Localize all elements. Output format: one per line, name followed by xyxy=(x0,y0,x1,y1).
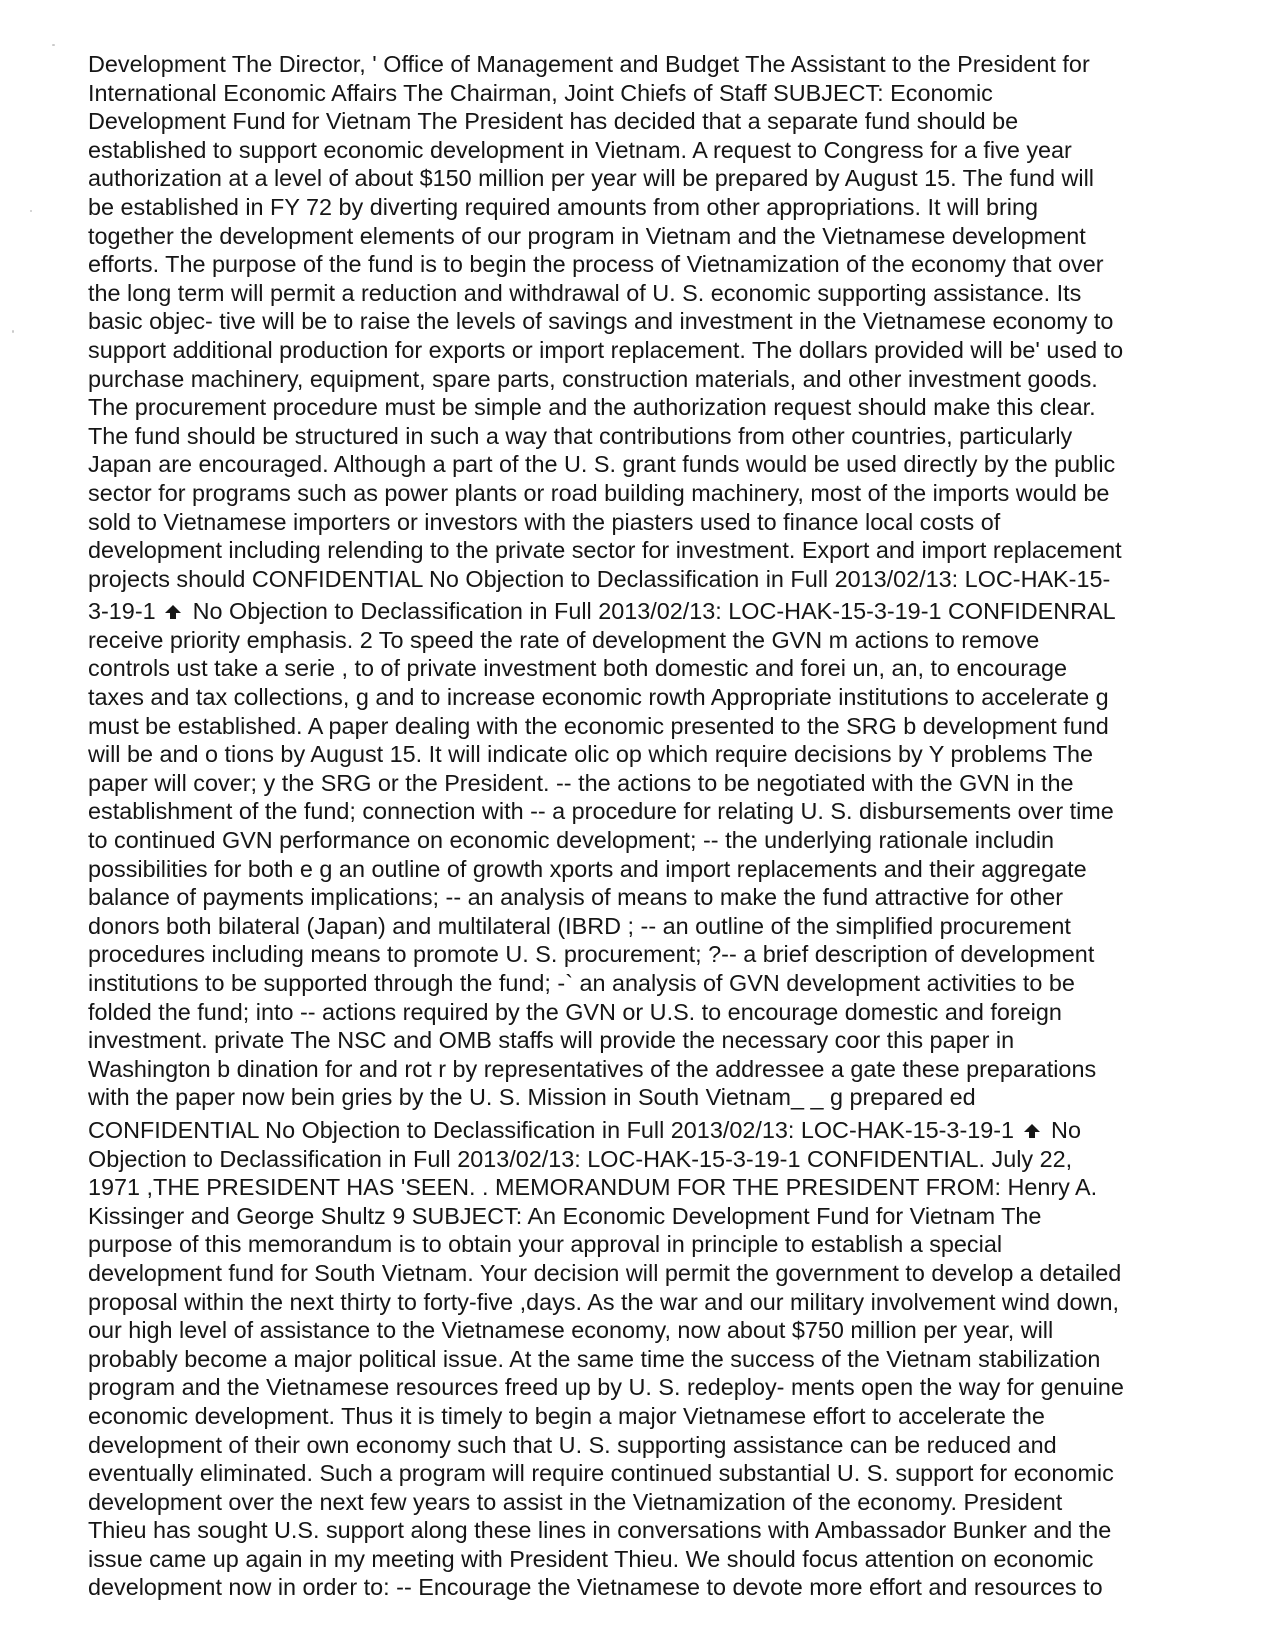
text-line: development over the next few years to assist in the Vietnamization of the economy. President xyxy=(88,1488,1063,1515)
line-segment: 3-19-1 xyxy=(88,598,156,625)
text-line: development of their own economy such that U. S. supporting assistance can be reduced and xyxy=(88,1431,1057,1458)
text-line: Development The Director, ' Office of Management and Budget The Assistant to the President for xyxy=(88,51,1090,77)
text-line: must be established. A paper dealing with the economic presented to the SRG b development fund xyxy=(88,712,1109,739)
text-line: Washington b dination for and rot r by representatives of the addressee a gate these preparations xyxy=(88,1055,1097,1082)
text-line: our high level of assistance to the Vietnamese economy, now about $750 million per year, will xyxy=(88,1317,1054,1344)
text-line: donors both bilateral (Japan) and multilateral (IBRD ; -- an outline of the simplified procurement xyxy=(88,912,1071,939)
text-line: projects should CONFIDENTIAL No Objection to Declassification in Full 2013/02/13: LOC-HAK-15- xyxy=(88,565,1111,592)
text-line: be established in FY 72 by diverting required amounts from other appropriations. It will bring xyxy=(88,193,1038,220)
text-line: authorization at a level of about $150 million per year will be prepared by August 15. The fund will xyxy=(88,165,1094,192)
text-line: procedures including means to promote U. S. procurement; ?-- a brief description of development xyxy=(88,941,1095,968)
text-line: proposal within the next thirty to forty-five ,days. As the war and our military involvement wind down, xyxy=(88,1288,1119,1315)
text-line: sold to Vietnamese importers or investors with the piasters used to finance local costs of xyxy=(88,508,1001,535)
text-line: Objection to Declassification in Full 2013/02/13: LOC-HAK-15-3-19-1 CONFIDENTIAL. July 22, xyxy=(88,1145,1073,1172)
text-line: development including relending to the private sector for investment. Export and import replacement xyxy=(88,537,1122,564)
line-segment: CONFIDENTIAL No Objection to Declassification in Full 2013/02/13: LOC-HAK-15-3-19-1 xyxy=(88,1116,1015,1143)
text-line: Thieu has sought U.S. support along these lines in conversations with Ambassador Bunker and the xyxy=(88,1517,1112,1544)
text-line: The procurement procedure must be simple and the authorization request should make this clear. xyxy=(88,394,1096,421)
text-line: with the paper now bein gries by the U. S. Mission in South Vietnam_ _ g prepared ed xyxy=(88,1084,976,1111)
text-line: basic objec- tive will be to raise the levels of savings and investment in the Vietnamese economy to xyxy=(88,308,1114,335)
text-line: support additional production for exports or import replacement. The dollars provided will be' used to xyxy=(88,336,1124,363)
text-line: eventually eliminated. Such a program will require continued substantial U. S. support for economic xyxy=(88,1460,1114,1487)
text-line: receive priority emphasis. 2 To speed the rate of development the GVN m actions to remove xyxy=(88,626,1040,653)
text-line: possibilities for both e g an outline of growth xports and import replacements and their aggregate xyxy=(88,855,1087,882)
text-line: investment. private The NSC and OMB staffs will provide the necessary coor this paper in xyxy=(88,1027,1015,1054)
text-line: purchase machinery, equipment, spare parts, construction materials, and other investment goods. xyxy=(88,365,1098,392)
text-line: paper will cover; y the SRG or the President. -- the actions to be negotiated with the GVN in the xyxy=(88,769,1074,796)
text-block-3 xyxy=(88,1145,1248,1603)
text-line: Kissinger and George Shultz 9 SUBJECT: An Economic Development Fund for Vietnam The xyxy=(88,1202,1042,1229)
text-line: purpose of this memorandum is to obtain your approval in principle to establish a special xyxy=(88,1231,1003,1258)
text-line: efforts. The purpose of the fund is to begin the process of Vietnamization of the economy that over xyxy=(88,251,1104,278)
text-line: sector for programs such as power plants or road building machinery, most of the imports would be xyxy=(88,479,1110,506)
text-line: institutions to be supported through the fund; -` an analysis of GVN development activities to be xyxy=(88,970,1075,996)
line-segment: No Objection to Declassification in Full 2013/02/13: LOC-HAK-15-3-19-1 CONFIDENRAL xyxy=(192,598,1116,625)
text-line: Development Fund for Vietnam The President has decided that a separate fund should be xyxy=(88,108,1019,135)
scan-speck xyxy=(30,210,32,212)
text-line: to continued GVN performance on economic development; -- the underlying rationale includin xyxy=(88,827,1055,854)
text-line: program and the Vietnamese resources freed up by U. S. redeploy- ments open the way for genuine xyxy=(88,1374,1124,1401)
text-line: development fund for South Vietnam. Your decision will permit the government to develop a detailed xyxy=(88,1259,1122,1286)
text-line: folded the fund; into -- actions required by the GVN or U.S. to encourage domestic and foreign xyxy=(88,998,1062,1025)
up-arrow-icon xyxy=(1023,1123,1041,1139)
scan-speck xyxy=(52,44,55,46)
line-segment: No xyxy=(1051,1116,1081,1143)
text-line: The fund should be structured in such a way that contributions from other countries, particularly xyxy=(88,422,1073,449)
text-line: taxes and tax collections, g and to increase economic rowth Appropriate institutions to accelerate g xyxy=(88,684,1109,711)
text-line: controls ust take a serie , to of private investment both domestic and forei un, an, to encourage xyxy=(88,655,1068,682)
text-line-with-arrow-2 xyxy=(88,1116,1248,1145)
text-line: balance of payments implications; -- an analysis of means to make the fund attractive for other xyxy=(88,884,1064,911)
text-line: probably become a major political issue. At the same time the success of the Vietnam stabilization xyxy=(88,1345,1101,1372)
text-line: International Economic Affairs The Chairman, Joint Chiefs of Staff SUBJECT: Economic xyxy=(88,79,993,106)
text-line: issue came up again in my meeting with President Thieu. We should focus attention on economic xyxy=(88,1545,1094,1572)
text-line: the long term will permit a reduction and withdrawal of U. S. economic supporting assistance. Its xyxy=(88,279,1082,306)
up-arrow-icon xyxy=(164,604,182,620)
text-block-1 xyxy=(88,50,1248,593)
text-block-2 xyxy=(88,626,1248,1112)
text-line: economic development. Thus it is timely to begin a major Vietnamese effort to accelerate the xyxy=(88,1402,1045,1429)
text-line-with-arrow-1 xyxy=(88,597,1248,626)
document-page xyxy=(88,50,1248,1602)
text-line: development now in order to: -- Encourage the Vietnamese to devote more effort and resources to xyxy=(88,1574,1103,1601)
text-line: 1971 ,THE PRESIDENT HAS 'SEEN. . MEMORANDUM FOR THE PRESIDENT FROM: Henry A. xyxy=(88,1174,1098,1201)
text-line: establishment of the fund; connection with -- a procedure for relating U. S. disbursements over time xyxy=(88,798,1114,825)
scan-speck xyxy=(12,330,14,333)
text-line: Japan are encouraged. Although a part of the U. S. grant funds would be used directly by the public xyxy=(88,451,1116,478)
text-line: together the development elements of our program in Vietnam and the Vietnamese development xyxy=(88,222,1086,249)
text-line: will be and o tions by August 15. It will indicate olic op which require decisions by Y problems The xyxy=(88,741,1094,768)
text-line: established to support economic development in Vietnam. A request to Congress for a five year xyxy=(88,136,1072,163)
